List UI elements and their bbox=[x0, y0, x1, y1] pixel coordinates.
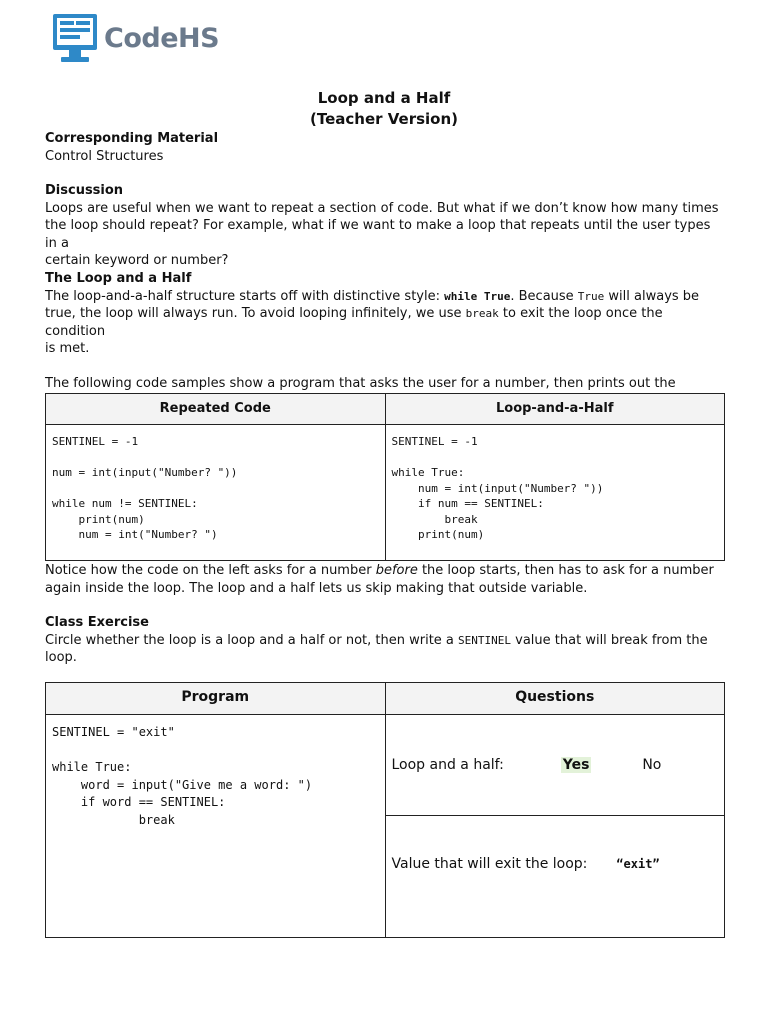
exercise-line-2: loop. bbox=[45, 650, 77, 665]
loop-half-p1-line3: is met. bbox=[45, 341, 90, 356]
monitor-icon bbox=[52, 13, 98, 63]
emphasis-text: before bbox=[375, 563, 418, 578]
notice-line-2: again inside the loop. The loop and a half lets us skip making that outside variable. bbox=[45, 580, 588, 596]
exit-value-answer[interactable]: “exit” bbox=[616, 857, 660, 871]
inline-code: break bbox=[465, 307, 499, 320]
exercise-line-1 bbox=[45, 632, 725, 650]
page-subtitle: (Teacher Version) bbox=[309, 110, 459, 128]
loop-half-p1-line2 bbox=[45, 305, 725, 340]
code-comparison-table bbox=[45, 393, 725, 561]
exercise-section bbox=[45, 614, 725, 667]
loop-and-a-half-header: Loop-and-a-Half bbox=[385, 394, 725, 425]
inline-code: True bbox=[577, 289, 605, 303]
no-answer[interactable]: No bbox=[642, 757, 662, 773]
questions-header: Questions bbox=[385, 683, 725, 715]
page-title: Loop and a Half bbox=[317, 89, 451, 107]
loop-half-question-label: Loop and a half: bbox=[391, 757, 504, 773]
notice-line-1 bbox=[45, 562, 725, 580]
text-span: The loop-and-a-half structure starts off with distinctive style: bbox=[45, 288, 445, 304]
loop-half-p1-line1 bbox=[45, 288, 725, 306]
loop-half-code-cell bbox=[385, 425, 725, 561]
notice-section bbox=[45, 562, 725, 597]
spacer bbox=[45, 358, 725, 376]
loop-half-code-block: SENTINEL = -1 while True: num = int(input("Number? ")) if num == SENTINEL: break print(num) bbox=[391, 435, 604, 541]
inline-code: SENTINEL bbox=[458, 633, 512, 647]
question-exit-cell bbox=[385, 816, 725, 938]
discussion-line-2: the loop should repeat? For example, what if we want to make a loop that repeats until the user types in a bbox=[45, 218, 711, 251]
repeated-code-block: SENTINEL = -1 num = int(input("Number? ")) while num != SENTINEL: print(num) num = int("Number? ") bbox=[52, 435, 238, 541]
text-span: to exit the loop once the condition bbox=[45, 306, 663, 339]
exercise-heading: Class Exercise bbox=[45, 615, 149, 630]
exit-value-question-label: Value that will exit the loop: bbox=[391, 856, 588, 872]
yes-answer[interactable]: Yes bbox=[562, 757, 590, 773]
discussion-heading: Discussion bbox=[45, 183, 124, 198]
corresponding-section bbox=[45, 130, 725, 165]
text-span: the loop starts, then has to ask for a number bbox=[417, 563, 714, 578]
program-code-block: SENTINEL = "exit" while True: word = input("Give me a word: ") if word == SENTINEL: break bbox=[52, 725, 313, 827]
text-span: Circle whether the loop is a loop and a half or not, then write a bbox=[45, 632, 459, 648]
corresponding-text: Control Structures bbox=[45, 148, 164, 164]
inline-code: while True bbox=[444, 289, 511, 303]
codehs-logo bbox=[52, 12, 219, 64]
text-span: . Because bbox=[510, 288, 578, 304]
discussion-section bbox=[45, 182, 725, 270]
text-span: value that will break from the bbox=[511, 632, 708, 648]
question-loop-cell bbox=[385, 715, 725, 816]
exercise-table bbox=[45, 682, 725, 938]
discussion-line-1: Loops are useful when we want to repeat a section of code. But what if we don’t know how many times bbox=[45, 200, 719, 216]
program-header: Program bbox=[46, 683, 386, 715]
program-cell bbox=[46, 715, 386, 938]
loop-half-p2-line1: The following code samples show a program that asks the user for a number, then prints out the bbox=[45, 376, 676, 391]
text-span: will always be bbox=[604, 288, 700, 304]
repeated-code-cell bbox=[46, 425, 386, 561]
repeated-code-header: Repeated Code bbox=[46, 394, 386, 425]
text-span: Notice how the code on the left asks for a number bbox=[45, 563, 376, 578]
logo-text: CodeHS bbox=[104, 22, 220, 54]
corresponding-heading: Corresponding Material bbox=[45, 131, 219, 146]
discussion-line-3: certain keyword or number? bbox=[45, 253, 229, 268]
loop-half-heading: The Loop and a Half bbox=[45, 271, 192, 286]
text-span: true, the loop will always run. To avoid looping infinitely, we use bbox=[45, 306, 466, 321]
